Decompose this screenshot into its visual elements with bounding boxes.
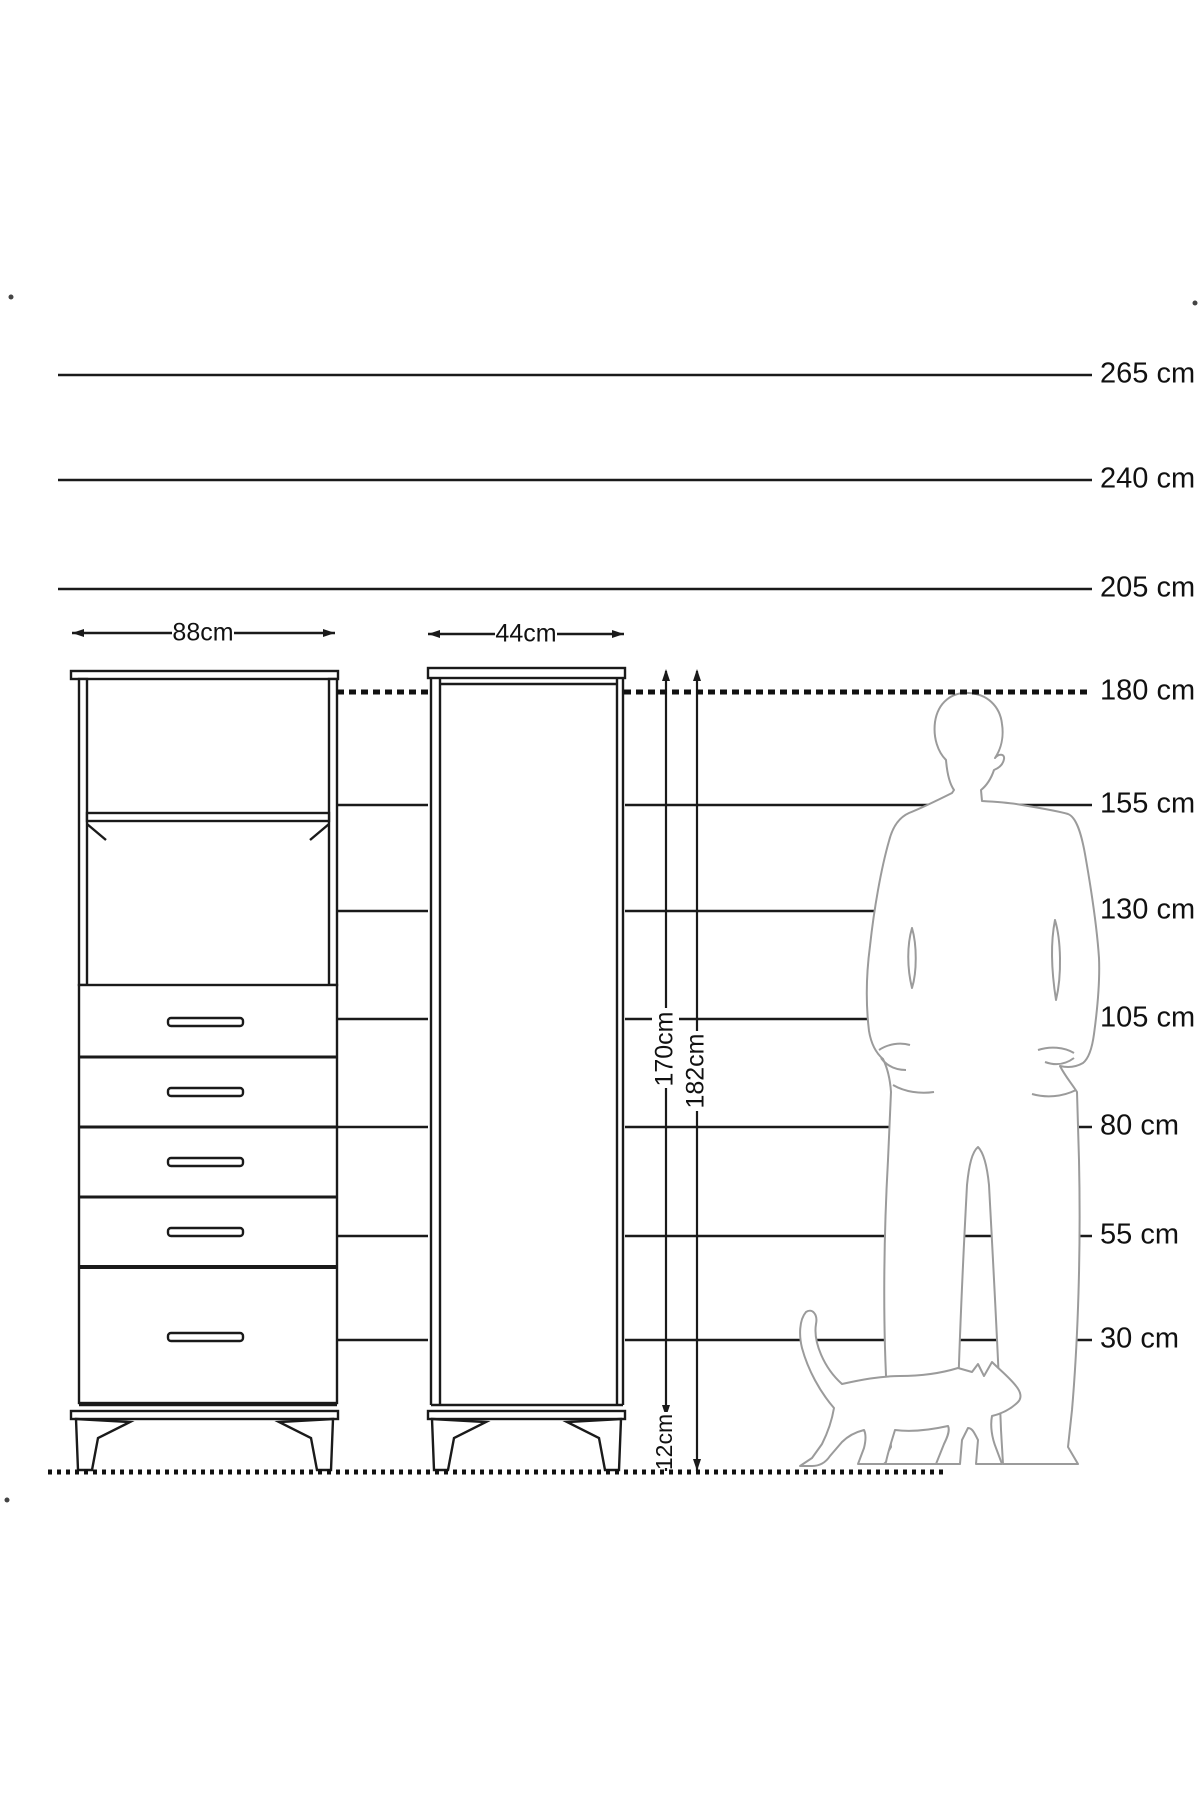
ruler-label-55: 55 cm [1100, 1218, 1179, 1251]
man-silhouette [867, 693, 1099, 1464]
ruler-label-180: 180 cm [1100, 674, 1196, 707]
drawer-handle-5 [168, 1333, 243, 1341]
tall-cabinet-bottom-board [428, 1411, 625, 1419]
arrow-right-icon [323, 629, 335, 637]
speck-artifact [1193, 301, 1198, 306]
arrow-up-icon [693, 669, 701, 681]
ruler-label-240: 240 cm [1100, 462, 1196, 495]
left-cabinet-width-label: 88cm [172, 618, 234, 647]
right-cabinet-width-label: 44cm [495, 619, 557, 648]
arrow-down-icon [693, 1459, 701, 1471]
drawer-handle-1 [168, 1018, 243, 1026]
width-dimension-44cm [428, 620, 624, 648]
speck-artifact [9, 295, 14, 300]
ruler-label-130: 130 cm [1100, 893, 1196, 926]
arrow-right-icon [612, 630, 624, 638]
total-height-label: 182cm [681, 1033, 710, 1109]
tall-cabinet-leg-left [432, 1419, 486, 1470]
ruler-label-80: 80 cm [1100, 1109, 1179, 1142]
leg-height-label: 12cm [651, 1413, 678, 1471]
arrow-left-icon [428, 630, 440, 638]
carcass-height-label: 170cm [650, 1011, 679, 1087]
man-left-arm-gap [908, 928, 916, 988]
height-dimension-170cm [651, 669, 679, 1417]
left-cabinet-top-board [71, 671, 338, 679]
ruler-label-205: 205 cm [1100, 571, 1196, 604]
tall-cabinet-top-board [428, 668, 625, 678]
ruler-label-105: 105 cm [1100, 1001, 1196, 1034]
drawer-handle-2 [168, 1088, 243, 1096]
drawer-handle-4 [168, 1228, 243, 1236]
man-body-outline [867, 693, 1099, 1464]
height-ruler-labels [1100, 358, 1195, 1355]
left-cabinet [71, 671, 338, 1470]
ruler-label-265: 265 cm [1100, 357, 1196, 390]
ruler-label-30: 30 cm [1100, 1322, 1179, 1355]
tall-cabinet-body-fill [428, 668, 625, 1419]
speck-artifact [5, 1498, 10, 1503]
left-cabinet-right-wall [329, 679, 337, 985]
left-cabinet-bottom-board [71, 1411, 338, 1419]
tall-cabinet [428, 668, 625, 1470]
left-cabinet-leg-right [279, 1419, 333, 1470]
left-cabinet-leg-left [76, 1419, 130, 1470]
width-dimension-88cm [72, 619, 335, 647]
drawer-handle-3 [168, 1158, 243, 1166]
leg-height-dimension-12cm [651, 1412, 679, 1471]
ruler-label-155: 155 cm [1100, 787, 1196, 820]
left-cabinet-left-wall [79, 679, 87, 985]
arrow-up-icon [662, 669, 670, 681]
tall-cabinet-leg-right [567, 1419, 621, 1470]
arrow-left-icon [72, 629, 84, 637]
height-dimension-182cm [682, 669, 710, 1471]
left-cabinet-shelf [87, 813, 329, 821]
